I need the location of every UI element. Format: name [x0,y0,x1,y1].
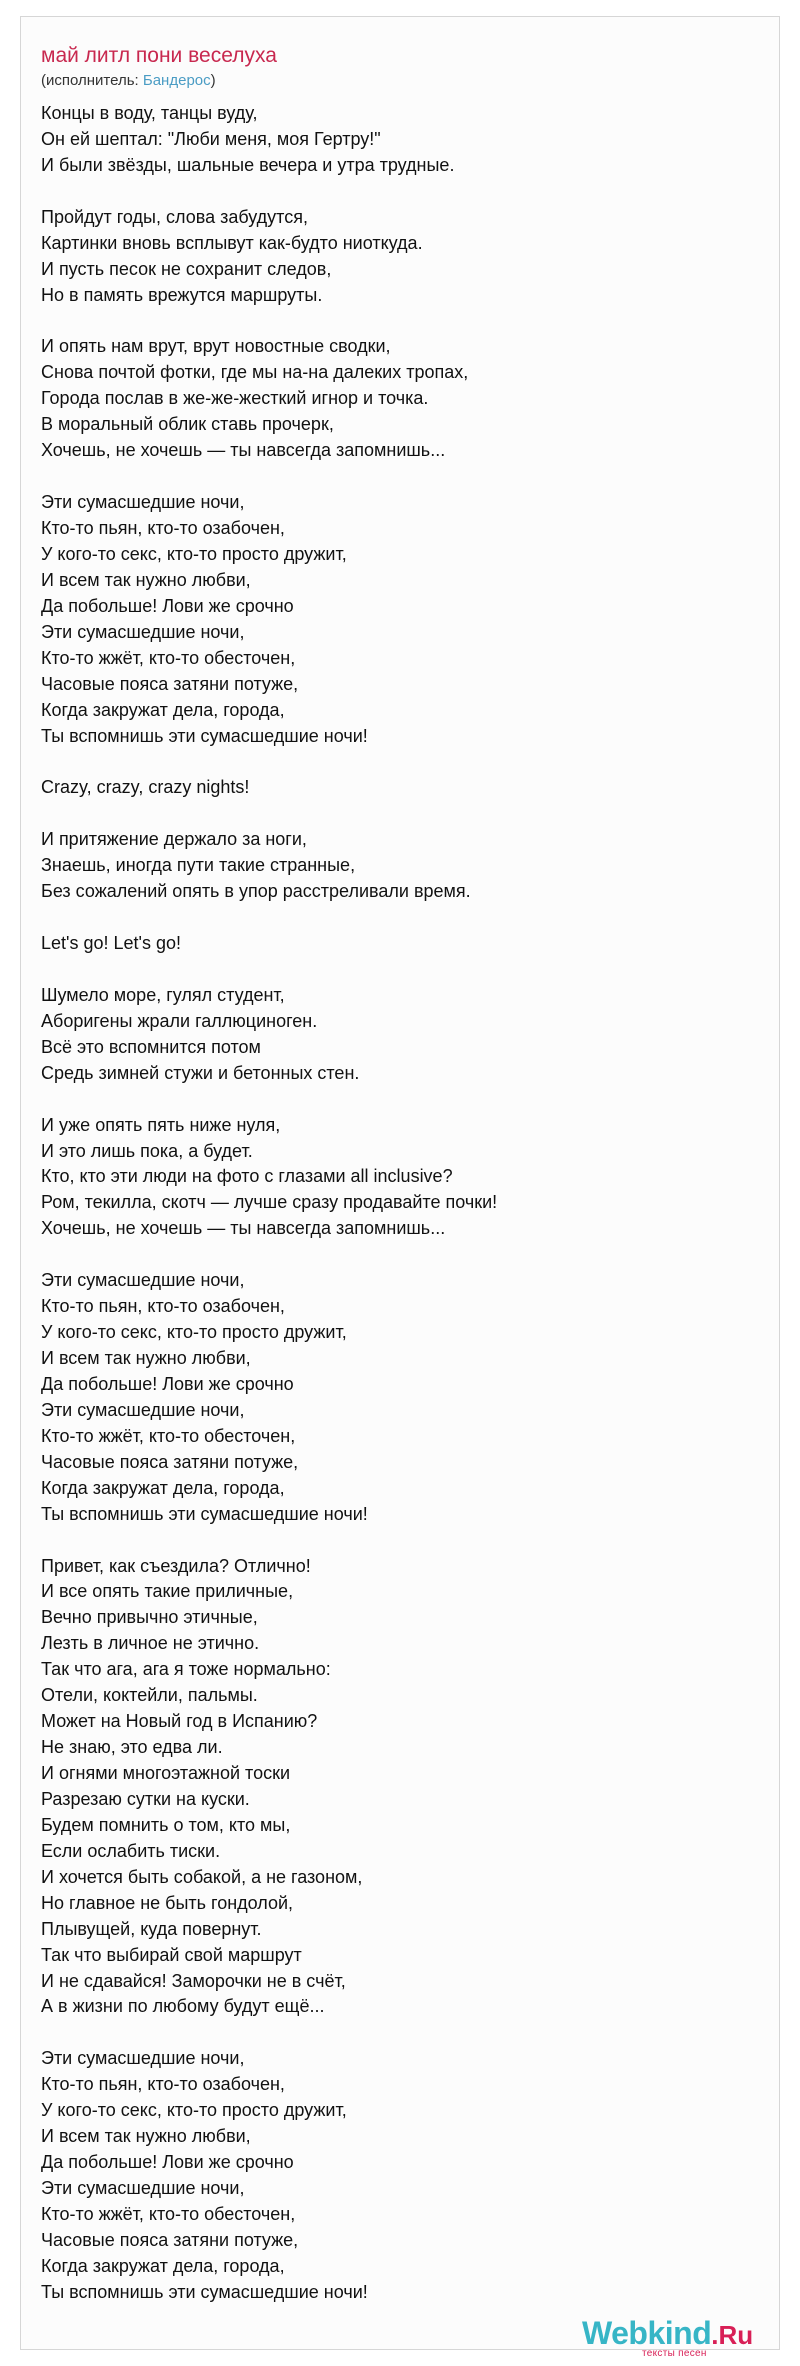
lyric-line: И всем так нужно любви, [41,2126,251,2147]
lyric-line: В моральный облик ставь прочерк, [41,414,334,435]
artist-link[interactable]: Бандерос [142,72,211,89]
lyric-line: Кто-то жжёт, кто-то обесточен, [41,2203,296,2224]
lyric-line: Разрезаю сутки на куски. [41,1788,250,1809]
lyric-line: И притяжение держало за ноги, [41,829,307,850]
lyric-line: Если ослабить тиски. [41,1840,221,1861]
lyric-line: И не сдавайся! Заморочки не в счёт, [41,1970,346,1991]
lyric-line: И все опять такие приличные, [41,1581,294,1602]
lyric-line: Средь зимней стужи и бетонных стен. [41,1062,360,1083]
lyric-line: И всем так нужно любви, [41,569,251,590]
lyric-line: Всё это вспомнится потом [41,1036,261,1057]
logo-name: Webkind [582,2315,712,2351]
lyric-line [41,464,761,490]
lyric-line: Часовые пояса затяни потуже, [41,1451,299,1472]
lyric-line: Да побольше! Лови же срочно [41,2152,294,2173]
lyric-line: Концы в воду, танцы вуду, [41,103,258,123]
webkind-logo[interactable] [582,2315,754,2359]
lyric-line: Эти сумасшедшие ночи, [41,1399,245,1420]
lyric-line: Может на Новый год в Испанию? [41,1711,318,1732]
lyric-line: Картинки вновь всплывут как-будто ниоткуда. [41,232,423,253]
lyric-line: И пусть песок не сохранит следов, [41,258,332,279]
lyric-line: Let's go! Let's go! [41,933,181,953]
lyric-line: Ты вспомнишь эти сумасшедшие ночи! [41,1503,368,1524]
lyric-line: Часовые пояса затяни потуже, [41,2229,299,2250]
logo-tld: .Ru [711,2320,754,2350]
lyric-line: Хочешь, не хочешь — ты навсегда запомнишь... [41,1218,446,1239]
lyric-line: И хочется быть собакой, а не газоном, [41,1866,363,1887]
lyric-line: Города послав в же-же-жесткий игнор и точка. [41,388,429,409]
lyric-line: Эти сумасшедшие ночи, [41,2048,245,2069]
lyric-line: Аборигены жрали галлюциноген. [41,1010,318,1031]
lyric-line: Когда закружат дела, города, [41,2255,285,2276]
lyric-line: Отели, коктейли, пальмы. [41,1685,258,1706]
lyric-line [41,1242,761,1268]
lyric-line: Кто-то жжёт, кто-то обесточен, [41,647,296,668]
lyric-line: Он ей шептал: "Люби меня, моя Гертру!" [41,128,381,149]
lyric-line [41,957,761,983]
lyric-line: Эти сумасшедшие ночи, [41,2178,245,2198]
lyric-line: Хочешь, не хочешь — ты навсегда запомнишь... [41,440,446,461]
lyric-line: Эти сумасшедшие ночи, [41,1270,245,1291]
lyric-line [41,309,761,335]
lyric-line: Лезть в личное не этично. [41,1633,260,1654]
lyric-line: Да побольше! Лови же срочно [41,595,294,616]
lyric-line: Привет, как съездила? Отлично! [41,1555,311,1576]
lyric-line: И это лишь пока, а будет. [41,1140,253,1161]
lyric-line: И опять нам врут, врут новостные сводки, [41,336,391,357]
lyric-line: Шумело море, гулял студент, [41,984,285,1005]
lyric-line: Плывущей, куда повернут. [41,1918,262,1939]
lyric-line [41,1087,761,1113]
lyric-line: Будем помнить о том, кто мы, [41,1814,291,1835]
lyric-line: Пройдут годы, слова забудутся, [41,206,308,227]
lyric-line: Кто-то пьян, кто-то озабочен, [41,518,285,538]
lyric-line [41,179,761,205]
artist-prefix: (исполнитель: [41,72,143,89]
lyric-line: Снова почтой фотки, где мы на-на далеких тропах, [41,362,469,383]
lyric-line [41,905,761,931]
lyric-line: Crazy, crazy, crazy nights! [41,777,250,798]
song-title: май литл пони веселуха [41,44,277,67]
lyric-line: У кого-то секс, кто-то просто дружит, [41,1322,347,1343]
lyric-line: У кого-то секс, кто-то просто дружит, [41,543,347,564]
lyric-line: И были звёзды, шальные вечера и утра трудные. [41,154,455,175]
artist-line [41,71,216,91]
lyric-line: Кто-то пьян, кто-то озабочен, [41,2074,285,2095]
lyric-line: И уже опять пять ниже нуля, [41,1114,281,1135]
lyric-line: Не знаю, это едва ли. [41,1737,223,1758]
lyric-line: Когда закружат дела, города, [41,1477,285,1498]
lyric-line: И всем так нужно любви, [41,1348,251,1368]
lyric-line: А в жизни по любому будут ещё... [41,1996,325,2017]
lyric-line: Да побольше! Лови же срочно [41,1373,294,1394]
lyric-line: У кого-то секс, кто-то просто дружит, [41,2100,347,2121]
lyric-line: Знаешь, иногда пути такие странные, [41,855,356,876]
artist-suffix: ) [210,72,216,89]
lyric-line: Но главное не быть гондолой, [41,1892,294,1913]
lyric-line: Ты вспомнишь эти сумасшедшие ночи! [41,725,368,746]
lyric-line: Так что выбирай свой маршрут [41,1944,302,1965]
lyric-line: Эти сумасшедшие ночи, [41,621,245,642]
lyric-line: Но в память врежутся маршруты. [41,284,323,305]
lyric-line [41,2020,761,2046]
lyric-line: Часовые пояса затяни потуже, [41,673,299,694]
lyric-line: Так что ага, ага я тоже нормально: [41,1659,331,1680]
lyrics-body [41,101,761,2306]
lyric-line: Эти сумасшедшие ночи, [41,492,245,513]
lyric-line [41,801,761,827]
lyric-line: И огнями многоэтажной тоски [41,1763,291,1783]
lyric-line: Ром, текилла, скотч — лучше сразу продавайте почки! [41,1192,498,1213]
lyric-line [41,1528,761,1554]
lyric-line: Когда закружат дела, города, [41,699,285,720]
lyric-line: Без сожалений опять в упор расстреливали время. [41,881,471,902]
lyric-line: Кто-то жжёт, кто-то обесточен, [41,1425,296,1446]
lyric-line: Кто-то пьян, кто-то озабочен, [41,1296,285,1317]
lyric-line: Вечно привычно этичные, [41,1607,258,1628]
lyric-line: Кто, кто эти люди на фото с глазами all inclusive? [41,1166,453,1187]
lyric-line: Ты вспомнишь эти сумасшедшие ночи! [41,2281,368,2302]
lyric-line [41,749,761,775]
logo-tagline: тексты песен [642,2348,707,2359]
